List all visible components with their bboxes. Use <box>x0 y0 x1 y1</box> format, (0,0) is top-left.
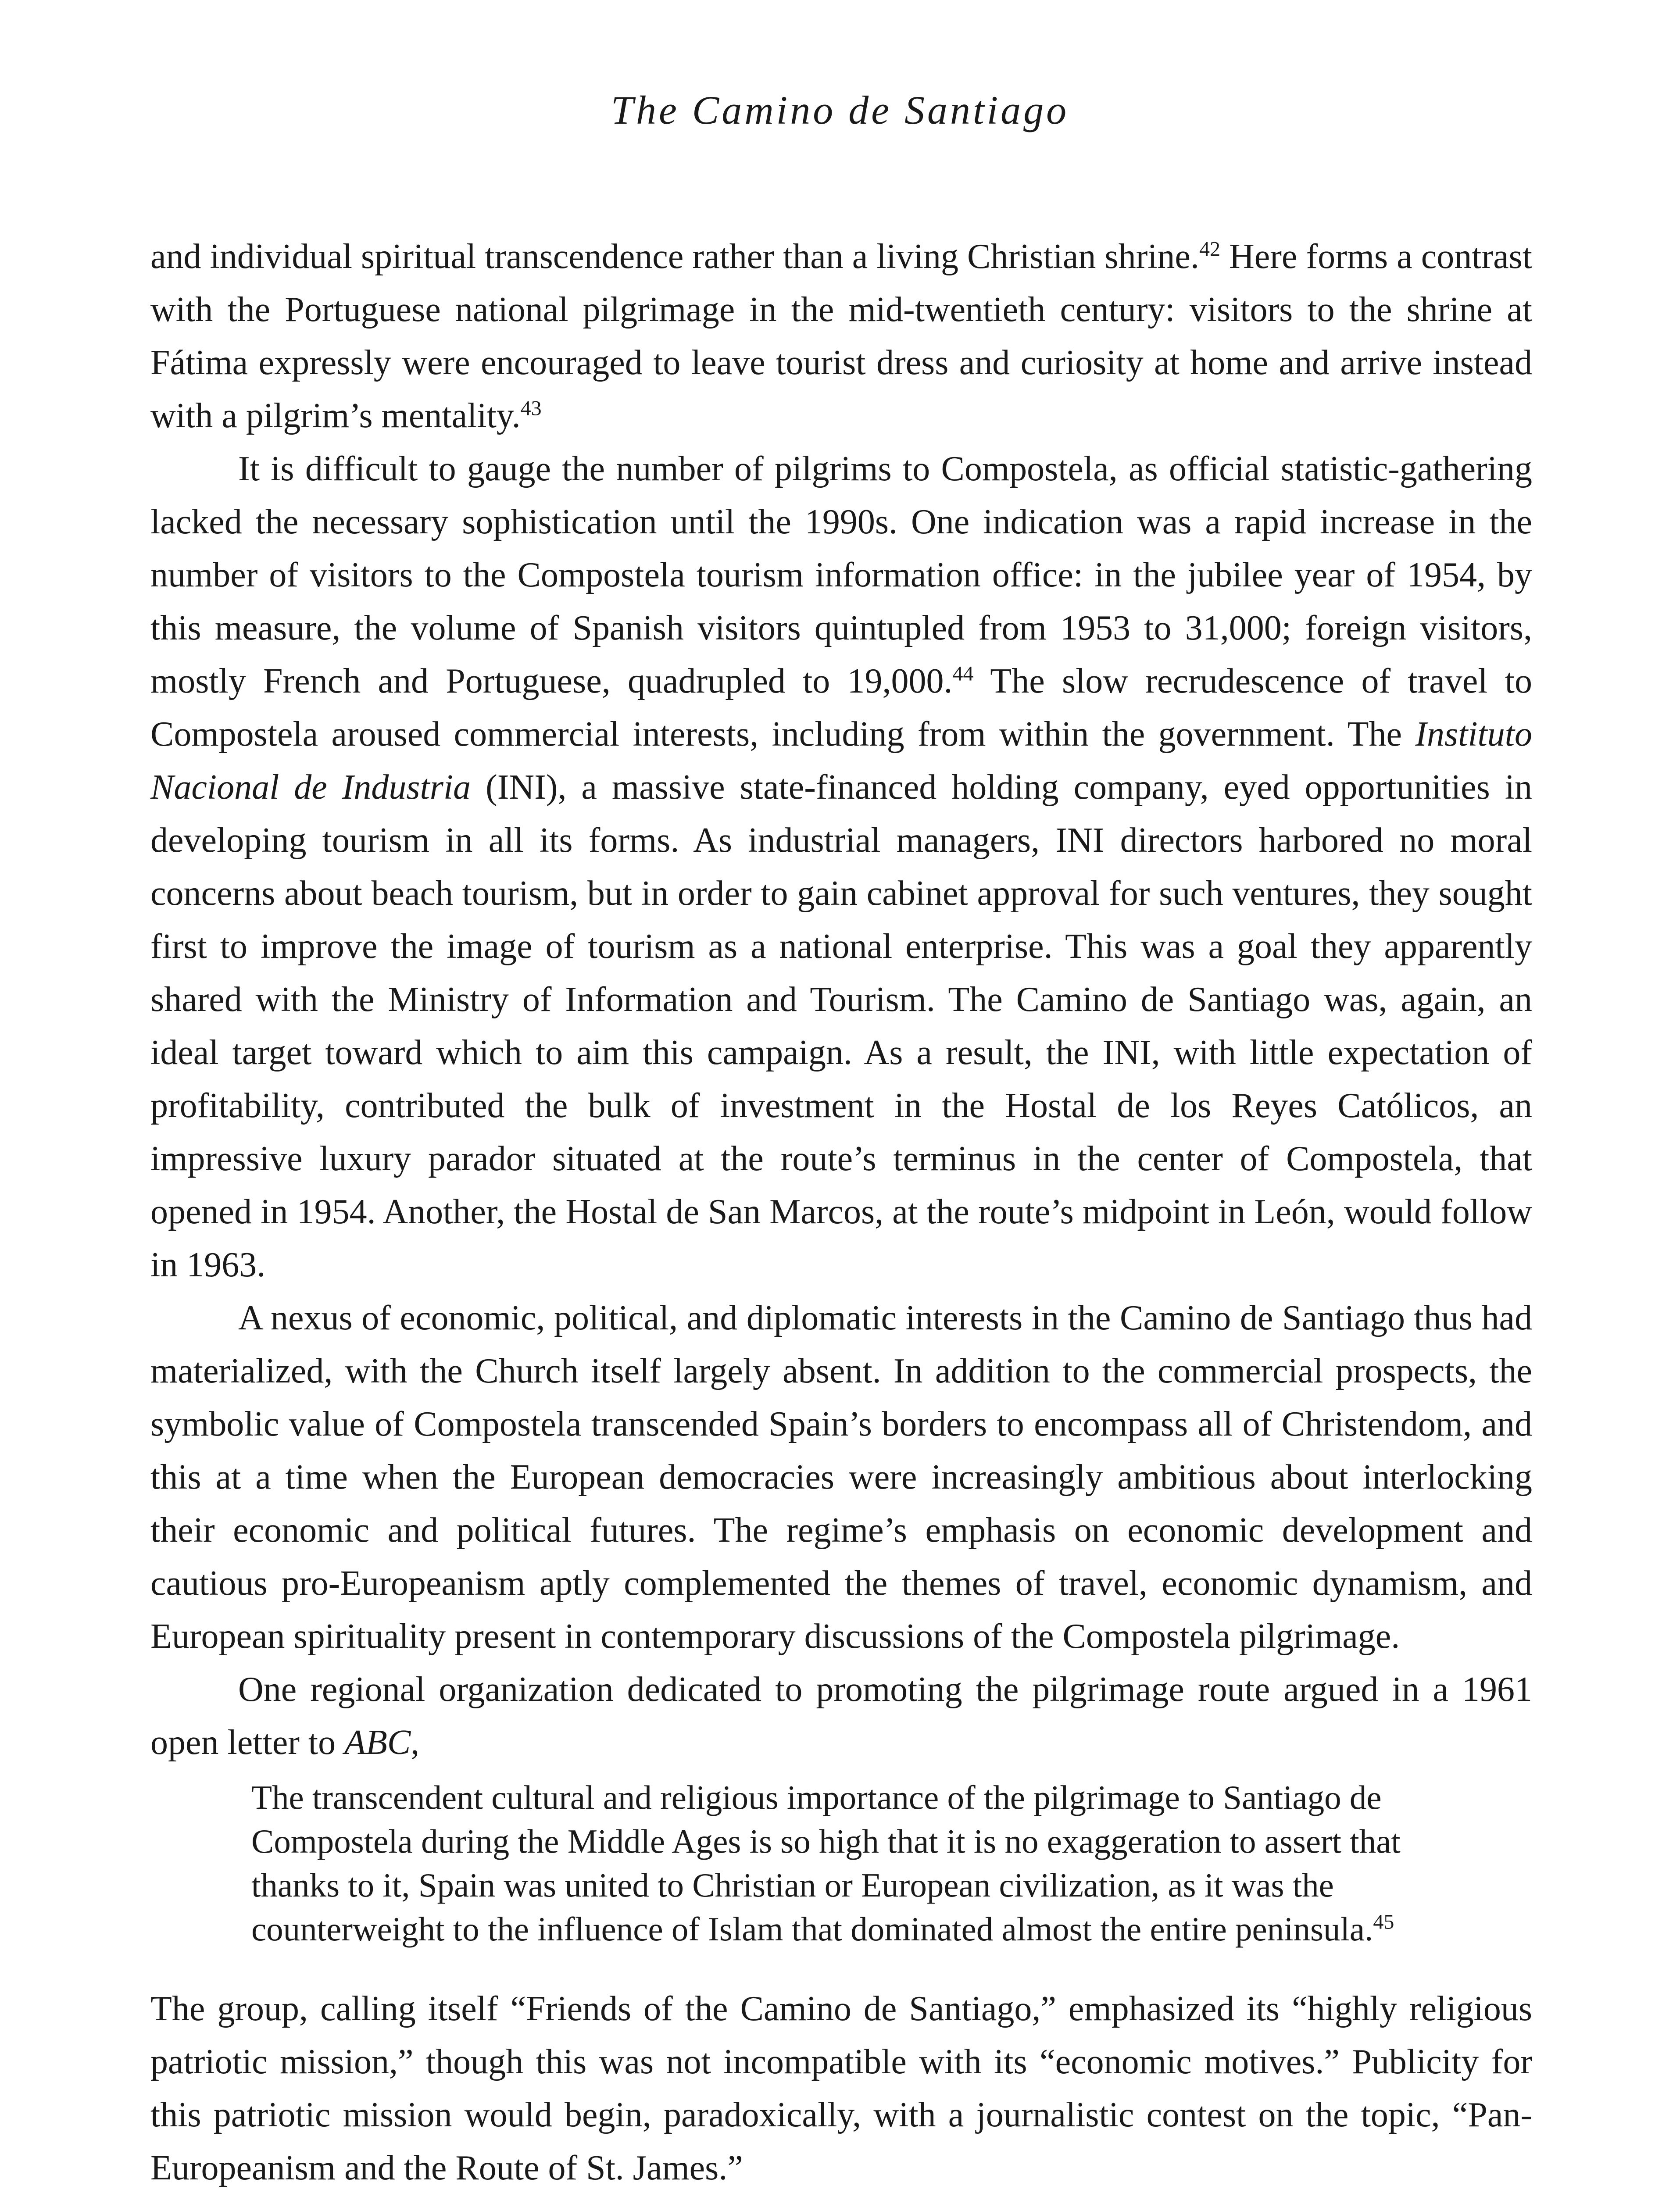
italic-newspaper-name: ABC <box>344 1723 411 1762</box>
paragraph-5: The group, calling itself “Friends of the Camino de Santiago,” emphasized its “highly religious patriotic mission,” though this was not incompatible with its “economic motives.” Publicity for this patriotic mission would begin, paradoxically, with a journalistic contest on the topic, “Pan-Europeanism and the Route of St. James.” <box>150 1989 1532 2187</box>
paragraph-4 <box>150 1663 1532 1769</box>
paragraph-2-text-c: (INI), a massive state-financed holding company, eyed opportunities in developing tourism in all its forms. As industrial managers, INI directors harbored no moral concerns about beach tourism, but in order to gain cabinet approval for such ventures, they sought first to improve the image of tourism as a national enterprise. This was a goal they apparently shared with the Ministry of Information and Tourism. The Camino de Santiago was, again, an ideal target toward which to aim this campaign. As a result, the INI, with little expectation of profitability, contributed the bulk of investment in the Hostal de los Reyes Católicos, an impressive luxury parador situated at the route’s terminus in the center of Compostela, that opened in 1954. Another, the Hostal de San Marcos, at the route’s midpoint in León, would follow in 1963. <box>150 768 1533 1284</box>
footnote-ref-45: 45 <box>1373 1910 1394 1934</box>
paragraph-4-text-b: , <box>411 1723 420 1762</box>
paragraph-2-text-a: It is difficult to gauge the number of pilgrims to Compostela, as official statistic-gathering lacked the necessary sophistication until the 1990s. One indication was a rapid increase in the number of visitors to the Compostela tourism information office: in the jubilee year of 1954, by this measure, the volume of Spanish visitors quintupled from 1953 to 31,000; foreign visitors, mostly French and Portuguese, quadrupled to 19,000. <box>150 450 1532 700</box>
paragraph-1 <box>150 230 1532 443</box>
paragraph-3: A nexus of economic, political, and diplomatic interests in the Camino de Santiago thus had materialized, with the Church itself largely absent. In addition to the commercial prospects, the symbolic value of Compostela transcended Spain’s borders to encompass all of Christendom, and this at a time when the European democracies were increasingly ambitious about interlocking their economic and political futures. The regime’s emphasis on economic development and cautious pro-Europeanism aptly complemented the themes of travel, economic dynamism, and European spirituality present in contemporary discussions of the Compostela pilgrimage. <box>150 1299 1532 1656</box>
footnote-ref-42: 42 <box>1199 237 1220 261</box>
paragraph-1-text-a: and individual spiritual transcendence rather than a living Christian shrine. <box>150 237 1199 276</box>
block-quote-text: The transcendent cultural and religious importance of the pilgrimage to Santiago de Compostela during the Middle Ages is so high that it is no exaggeration to assert that thanks to it, Spain was united to Christian or European civilization, as it was the counterweight to the influence of Islam that dominated almost the entire peninsula. <box>251 1779 1401 1948</box>
paragraph-2 <box>150 443 1532 1292</box>
italic-institution-name: Instituto Nacional de Industria <box>150 715 1532 807</box>
paragraph-2-text-b: The slow recrudescence of travel to Compostela aroused commercial interests, including from within the government. The <box>150 662 1532 754</box>
block-quote <box>251 1769 1480 1982</box>
footnote-ref-44: 44 <box>952 662 974 686</box>
running-head-title: The Camino de Santiago <box>611 88 1069 132</box>
paragraph-1-text-b: Here forms a contrast with the Portuguese national pilgrimage in the mid-twentieth century: visitors to the shrine at Fátima expressly were encouraged to leave tourist dress and curiosity at home and arrive instead with a pilgrim’s mentality. <box>150 237 1532 435</box>
paragraph-4-text-a: One regional organization dedicated to promoting the pilgrimage route argued in a 1961 open letter to <box>150 1670 1532 1762</box>
footnote-ref-43: 43 <box>520 396 542 420</box>
main-text <box>150 230 1532 2193</box>
